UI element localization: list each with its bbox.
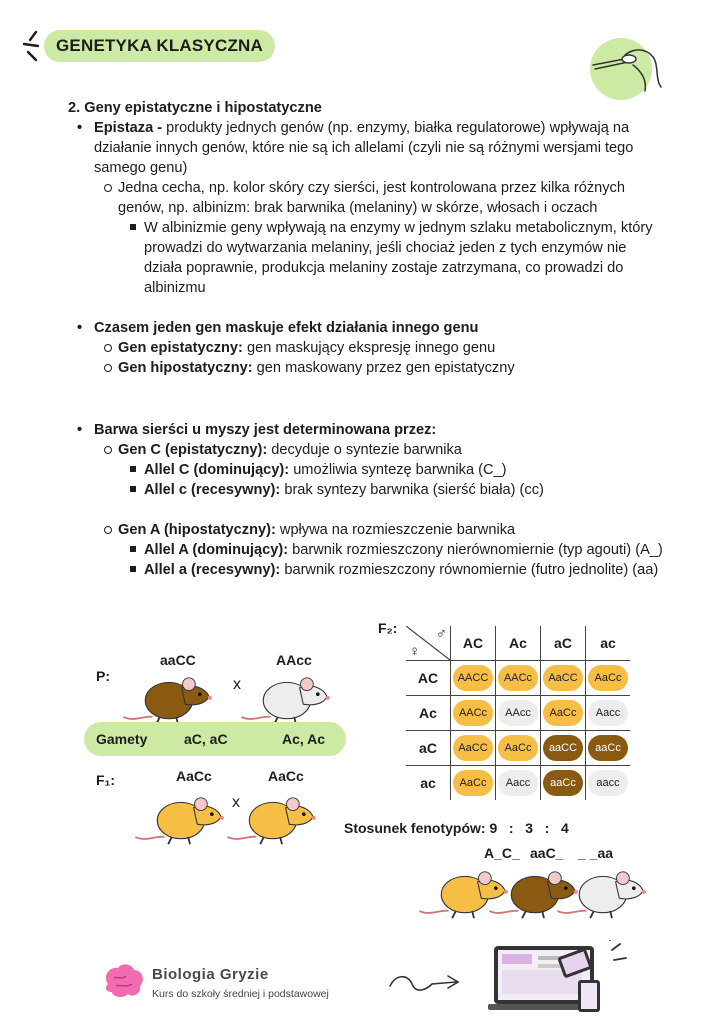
f1-label: F₁: xyxy=(96,772,116,788)
genotype-or: AaCc xyxy=(453,770,493,796)
punnett-cell xyxy=(496,661,541,696)
punnett-cell xyxy=(541,661,586,696)
genotype-or: AaCc xyxy=(543,700,583,726)
punnett-cell xyxy=(451,766,496,801)
punnett-col-header: aC xyxy=(541,626,586,661)
genotype-wh: Aacc xyxy=(498,770,538,796)
genotype-or: AaCC xyxy=(543,665,583,691)
agouti-mouse-icon xyxy=(130,784,230,848)
punnett-row-header: aC xyxy=(406,731,451,766)
punnett-cell xyxy=(496,731,541,766)
f2-label: F₂: xyxy=(378,620,398,636)
section-heading: 2. Geny epistatyczne i hipostatyczne xyxy=(68,100,322,116)
punnett-col-header: AC xyxy=(451,626,496,661)
punnett-square xyxy=(406,626,630,800)
cross-symbol: x xyxy=(233,676,241,693)
allel-c-recessive-item: Allel c (recesywny): brak syntezy barwnika (sierść biała) (cc) xyxy=(68,480,668,500)
gamety-parent1: aC, aC xyxy=(184,731,228,747)
genotype-br: aaCc xyxy=(543,770,583,796)
punnett-cell xyxy=(541,766,586,801)
male-symbol: ♂ xyxy=(435,625,447,642)
f1-genotype-2: AaCc xyxy=(268,768,304,784)
gamety-bar xyxy=(84,722,346,756)
allel-a-recessive-item: Allel a (recesywny): barwnik rozmieszczony równomiernie (futro jednolite) (aa) xyxy=(68,560,668,580)
content-section xyxy=(68,98,668,580)
allel-c-dominant-item: Allel C (dominujący): umożliwia syntezę barwnika (C_) xyxy=(68,460,668,480)
p-label: P: xyxy=(96,668,110,684)
genotype-wh: Aacc xyxy=(588,700,628,726)
punnett-row-header: AC xyxy=(406,661,451,696)
genotype-or: AACc xyxy=(498,665,538,691)
brand-tagline: Kurs do szkoły średniej i podstawowej xyxy=(152,988,329,1000)
genotype-or: AACC xyxy=(453,665,493,691)
punnett-cell xyxy=(451,661,496,696)
gen-epistatyczny-item: Gen epistatyczny: gen maskujący ekspresję innego genu xyxy=(68,338,668,358)
punnett-cell xyxy=(586,731,631,766)
punnett-corner xyxy=(406,626,451,661)
page-title: GENETYKA KLASYCZNA xyxy=(44,30,275,62)
writing-hand-icon xyxy=(585,35,665,105)
punnett-cell xyxy=(451,696,496,731)
genotype-or: AACc xyxy=(453,700,493,726)
white-mouse-icon-f2 xyxy=(552,858,652,922)
arrow-icon xyxy=(386,968,466,998)
female-symbol: ♀ xyxy=(409,643,421,660)
epistaza-subsub-item: W albinizmie geny wpływają na enzymy w jednym szlaku metabolicznym, który prowadzi do wytwarzania melaniny, jeśli chociaż jeden z tych enzymów nie działa poprawnie, produkcja melaniny zostaje zatrzymana, co prowadzi do albinizmu xyxy=(68,218,668,298)
genotype-or: AaCC xyxy=(453,735,493,761)
f1-genotype-1: AaCc xyxy=(176,768,212,784)
allel-a-dominant-item: Allel A (dominujący): barwnik rozmieszczony nierównomiernie (typ agouti) (A_) xyxy=(68,540,668,560)
gen-a-item: Gen A (hipostatyczny): wpływa na rozmieszczenie barwnika xyxy=(68,520,668,540)
cross-symbol-f1: x xyxy=(232,794,240,811)
punnett-cell xyxy=(496,766,541,801)
punnett-col-header: Ac xyxy=(496,626,541,661)
genotype-br: aaCc xyxy=(588,735,628,761)
phenotype-agouti: A_C_ xyxy=(484,845,520,861)
phenotype-ratio: Stosunek fenotypów: 9 : 3 : 4 xyxy=(344,820,569,836)
gen-c-item: Gen C (epistatyczny): decyduje o syntezie barwnika xyxy=(68,440,668,460)
white-mouse-icon xyxy=(236,664,336,728)
devices-illustration xyxy=(486,940,636,1016)
punnett-col-header: ac xyxy=(586,626,631,661)
gamety-label: Gamety xyxy=(96,731,148,747)
epistaza-sub-item: Jedna cecha, np. kolor skóry czy sierści, jest kontrolowana przez kilka różnych genów, np. albinizm: brak barwnika (melaniny) w skórze, włosach i oczach xyxy=(68,178,668,218)
gen-hipostatyczny-item: Gen hipostatyczny: gen maskowany przez gen epistatyczny xyxy=(68,358,668,378)
punnett-cell xyxy=(541,731,586,766)
genotype-or: AaCc xyxy=(588,665,628,691)
punnett-cell xyxy=(586,661,631,696)
brand-name: Biologia Gryzie xyxy=(152,966,269,983)
gamety-parent2: Ac, Ac xyxy=(282,731,326,747)
genotype-br: aaCC xyxy=(543,735,583,761)
punnett-cell xyxy=(541,696,586,731)
genotype-wh: aacc xyxy=(588,770,628,796)
epistaza-item: • Epistaza - produkty jednych genów (np. enzymy, białka regulatorowe) wpływają na działanie innych genów, które nie są ich allelami (czyli nie są różnymi wersjami tego samego genu) xyxy=(68,118,668,178)
punnett-cell xyxy=(586,766,631,801)
phenotype-albino: _ _aa xyxy=(578,845,614,861)
genotype-wh: AAcc xyxy=(498,700,538,726)
mask-title: • Czasem jeden gen maskuje efekt działania innego genu xyxy=(68,318,668,338)
brain-logo-icon xyxy=(100,962,146,1002)
punnett-cell xyxy=(451,731,496,766)
punnett-row-header: Ac xyxy=(406,696,451,731)
punnett-cell xyxy=(496,696,541,731)
parent2-genotype: AAcc xyxy=(276,652,312,668)
genotype-or: AaCc xyxy=(498,735,538,761)
mice-title: • Barwa sierści u myszy jest determinowana przez: xyxy=(68,420,668,440)
phenotype-solid: aaC_ xyxy=(530,845,564,861)
punnett-row-header: ac xyxy=(406,766,451,801)
agouti-mouse-icon-2 xyxy=(222,784,322,848)
brown-mouse-icon xyxy=(118,664,218,728)
parent1-genotype: aaCC xyxy=(160,652,196,668)
punnett-cell xyxy=(586,696,631,731)
sparkle-icon xyxy=(18,28,44,64)
